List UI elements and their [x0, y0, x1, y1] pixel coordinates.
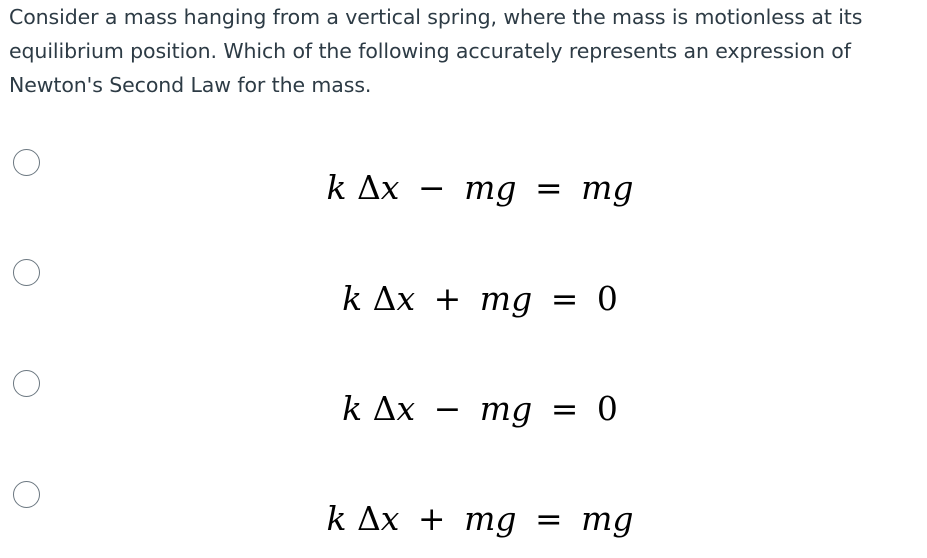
answer-option-2[interactable]: [0, 258, 927, 318]
eq-term: Δ: [356, 499, 381, 538]
equation-option-1: [0, 168, 927, 208]
eq-operator: +: [417, 499, 446, 538]
eq-rhs: 0: [596, 389, 618, 428]
eq-equals: =: [550, 389, 579, 428]
question-text: Consider a mass hanging from a vertical spring, where the mass is motionless at its equilibrium position. Which of the following accurately represents an expression of Newton's Second Law for the mass.: [9, 5, 863, 97]
eq-term: k: [342, 389, 363, 428]
eq-equals: =: [550, 279, 579, 318]
eq-term: x: [396, 279, 416, 318]
eq-rhs: mg: [581, 499, 634, 538]
answer-option-4[interactable]: [0, 478, 927, 538]
eq-term: Δ: [372, 279, 397, 318]
eq-operator: +: [433, 279, 462, 318]
eq-term: g: [495, 499, 517, 538]
eq-term: x: [380, 499, 400, 538]
eq-term: g: [511, 389, 533, 428]
eq-operator: −: [417, 168, 446, 207]
equation-option-2: [0, 279, 927, 319]
eq-term: g: [495, 168, 517, 207]
eq-term: m: [464, 499, 496, 538]
equation-option-4: [0, 499, 927, 539]
eq-term: k: [326, 168, 347, 207]
eq-term: k: [326, 499, 347, 538]
eq-term: Δ: [356, 168, 381, 207]
eq-term: g: [511, 279, 533, 318]
eq-term: k: [342, 279, 363, 318]
eq-rhs: 0: [596, 279, 618, 318]
answer-option-3[interactable]: [0, 368, 927, 428]
eq-term: m: [479, 389, 512, 428]
eq-term: m: [464, 168, 496, 207]
eq-term: m: [479, 279, 512, 318]
eq-rhs: mg: [581, 168, 634, 207]
equation-option-3: [0, 389, 927, 429]
eq-operator: −: [433, 389, 462, 428]
eq-equals: =: [534, 499, 563, 538]
eq-term: Δ: [372, 389, 397, 428]
answer-option-1[interactable]: [0, 148, 927, 208]
eq-equals: =: [534, 168, 563, 207]
eq-term: x: [380, 168, 400, 207]
eq-term: x: [396, 389, 416, 428]
